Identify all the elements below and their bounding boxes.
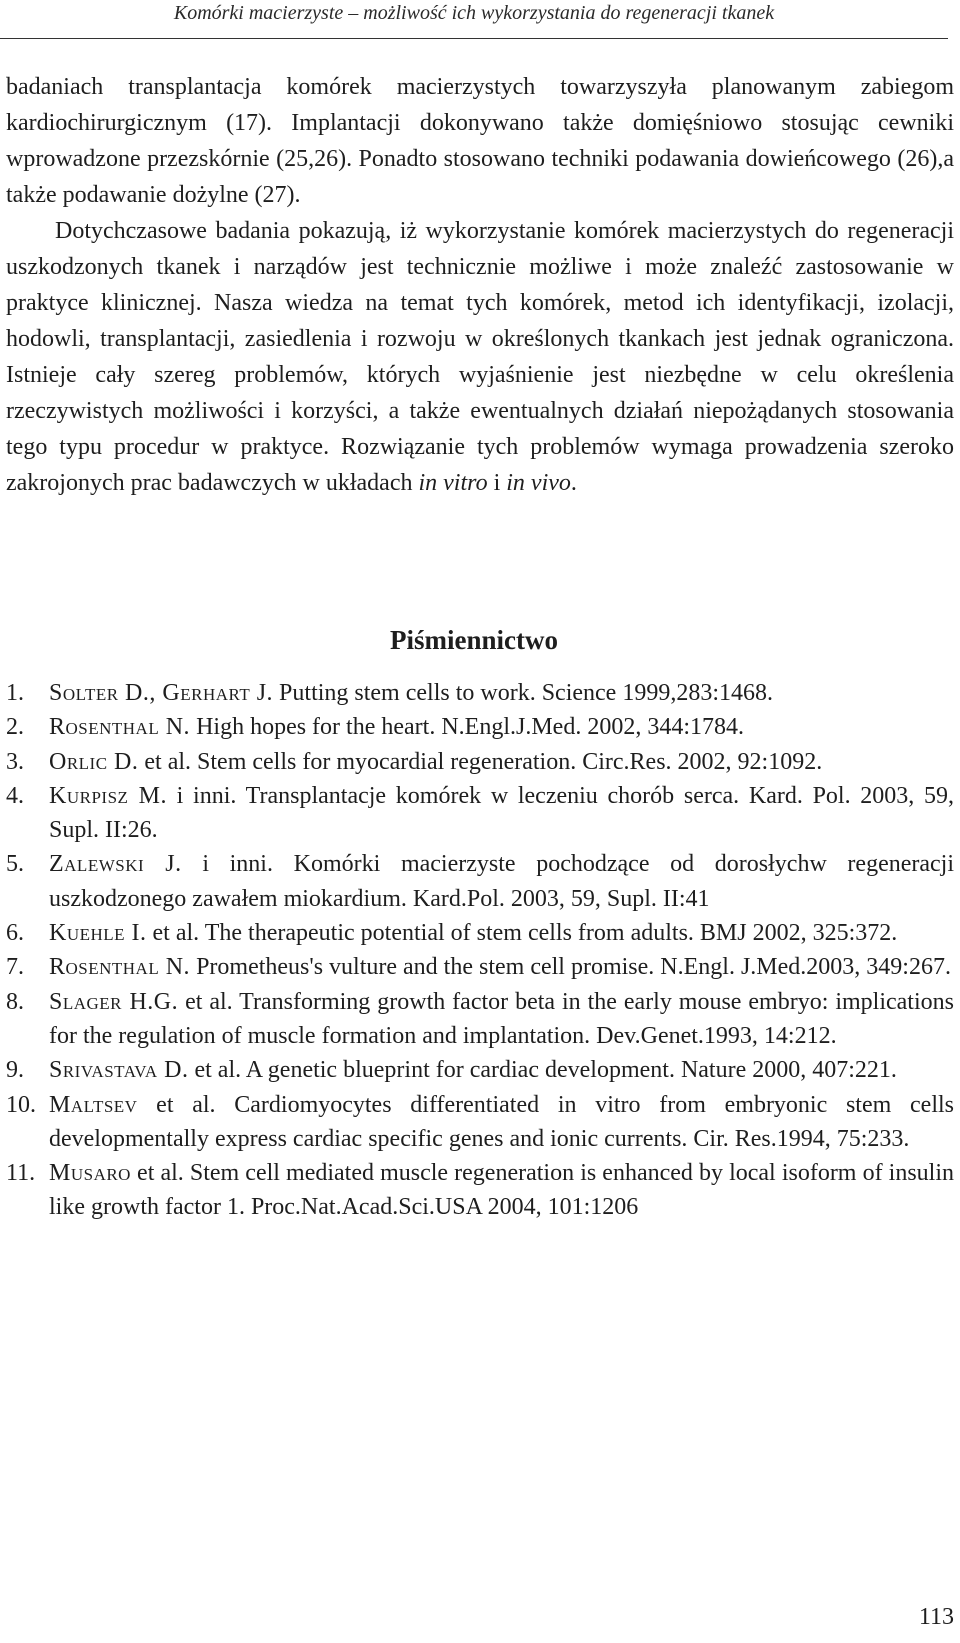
term-in-vivo: in vivo (506, 470, 571, 496)
reference-item (6, 1053, 954, 1087)
page-number: 113 (918, 1604, 954, 1630)
paragraph-2 (6, 213, 954, 501)
references-title: Piśmiennictwo (390, 625, 558, 655)
reference-text: i inni. Komórki macierzyste pochodzące od dorosłychw regeneracji uszkodzonego zawałem miokardium. Kard.Pol. 2003, 59, Supl. II:41 (49, 851, 955, 912)
reference-text: et al. Transforming growth factor beta in the early mouse embryo: implications for the regulation of muscle formation and implantation. Dev.Genet.1993, 14:212. (49, 988, 954, 1049)
reference-text: et al. The therapeutic potential of stem cells from adults. BMJ 2002, 325:372. (146, 920, 898, 947)
reference-number: 8. (6, 988, 24, 1015)
reference-author: Zalewski J. (49, 851, 182, 878)
reference-author: Srivastava D. (49, 1057, 189, 1084)
reference-item (6, 676, 954, 710)
reference-author: Solter D., Gerhart J. (49, 680, 274, 706)
paragraph-1: badaniach transplantacja komórek macierzystych towarzyszyła planowanym zabiegom kardiochirurgicznym (17). Implantacji dokonywano także domięśniowo stosując cewniki wprowadzone przezskórnie (25,26). Ponadto stosowano techniki podawania dowieńcowego (26),a także podawanie dożylne (27). (6, 74, 954, 208)
reference-item (6, 779, 954, 848)
reference-item (6, 847, 954, 916)
reference-text: High hopes for the heart. N.Engl.J.Med. 2002, 344:1784. (190, 714, 744, 741)
conjunction: i (487, 470, 507, 496)
reference-number: 6. (6, 920, 24, 947)
reference-number: 4. (6, 782, 24, 809)
reference-number: 1. (6, 680, 24, 706)
reference-number: 5. (6, 851, 24, 878)
reference-item (6, 745, 954, 779)
reference-number: 9. (6, 1057, 24, 1084)
reference-text: Prometheus's vulture and the stem cell promise. N.Engl. J.Med.2003, 349:267. (190, 954, 951, 981)
reference-text: i inni. Transplantacje komórek w leczeniu chorób serca. Kard. Pol. 2003, 59, Supl. II:26. (49, 782, 955, 844)
reference-author: Kurpisz M. (49, 782, 167, 809)
reference-number: 3. (6, 748, 24, 775)
reference-author: Slager H.G. (49, 988, 179, 1015)
running-header (0, 0, 948, 39)
reference-text: Putting stem cells to work. Science 1999,283:1468. (273, 680, 773, 706)
reference-author: Kuehle I. (49, 920, 147, 947)
reference-item (6, 710, 954, 744)
reference-author: Orlic D. (49, 748, 139, 775)
reference-author: Maltsev (49, 1091, 138, 1118)
reference-author: Rosenthal N. (49, 714, 191, 741)
term-in-vitro: in vitro (418, 470, 488, 496)
reference-text: et al. A genetic blueprint for cardiac development. Nature 2000, 407:221. (188, 1057, 897, 1084)
reference-number: 11. (6, 1160, 36, 1187)
reference-text: et al. Stem cells for myocardial regeneration. Circ.Res. 2002, 92:1092. (138, 748, 823, 775)
reference-item (6, 1088, 954, 1157)
reference-number: 10. (6, 1091, 36, 1118)
reference-item (6, 985, 954, 1054)
reference-number: 2. (6, 714, 24, 741)
running-title: Komórki macierzyste – możliwość ich wykorzystania do regeneracji tkanek (173, 2, 775, 24)
reference-author: Musaro (49, 1160, 131, 1187)
reference-author: Rosenthal N. (49, 954, 191, 981)
reference-item (6, 950, 954, 984)
reference-text: et al. Stem cell mediated muscle regeneration is enhanced by local isoform of insulin like growth factor 1. Proc.Nat.Acad.Sci.USA 2004, 101:1206 (49, 1160, 954, 1221)
reference-item (6, 1156, 954, 1225)
body-text (6, 69, 954, 501)
sentence-end: . (570, 470, 577, 496)
reference-text: et al. Cardiomyocytes differentiated in vitro from embryonic stem cells developmentally express cardiac specific genes and ionic currents. Cir. Res.1994, 75:233. (49, 1091, 954, 1152)
reference-number: 7. (6, 954, 24, 981)
reference-item (6, 916, 954, 950)
references-list (6, 676, 954, 1225)
paragraph-2-main: Dotychczasowe badania pokazują, iż wykorzystanie komórek macierzystych do regeneracji uszkodzonych tkanek i narządów jest technicznie możliwe i może znaleźć zastosowanie w praktyce klinicznej. Nasza wiedza na temat tych komórek, metod ich identyfikacji, izolacji, hodowli, transplantacji, zasiedlenia i rozwoju w określonych tkankach jest jednak ograniczona. Istnieje cały szereg problemów, których wyjaśnienie jest niezbędne w celu określenia rzeczywistych możliwości i korzyści, a także ewentualnych działań niepożądanych stosowania tego typu procedur w praktyce. Rozwiązanie tych problemów wymaga prowadzenia szeroko zakrojonych prac badawczych w układach (6, 218, 954, 496)
